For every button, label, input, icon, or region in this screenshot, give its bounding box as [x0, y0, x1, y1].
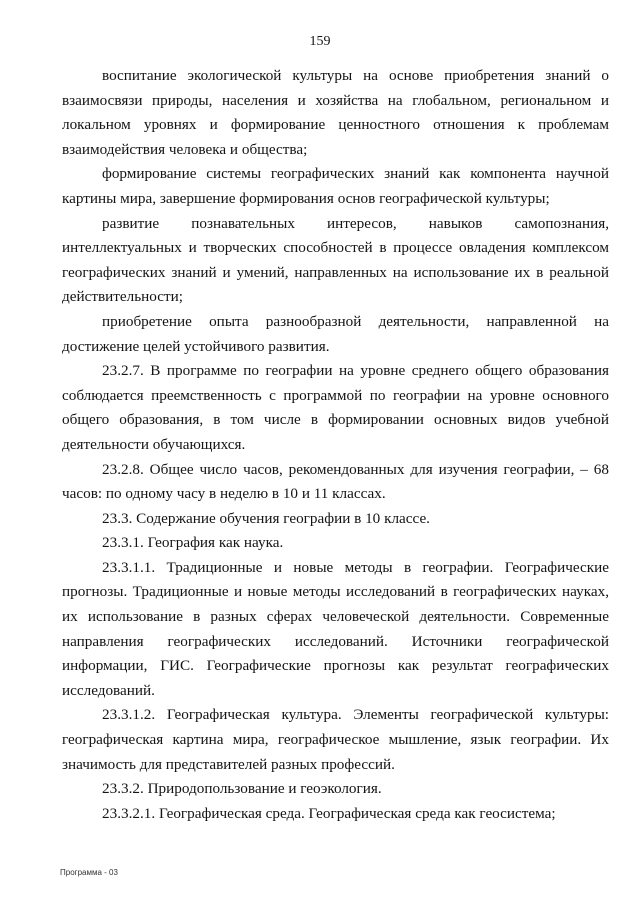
- subsection-heading: 23.3.2. Природопользование и геоэкология.: [102, 780, 382, 798]
- section-heading: 23.3. Содержание обучения географии в 10 классе.: [102, 509, 430, 527]
- document-body: [62, 64, 609, 826]
- paragraph: формирование системы географических знаний как компонента научной картины мира, завершение формирования основ географической культуры;: [62, 165, 609, 207]
- paragraph: развитие познавательных интересов, навыков самопознания, интеллектуальных и творческих способностей в процессе овладения комплексом географических знаний и умений, направленных на использование их в реальной действительности;: [62, 214, 609, 306]
- paragraph: 23.3.1.1. Традиционные и новые методы в географии. Географические прогнозы. Традиционные и новые методы исследований в географических науках, их использование в разных сферах человеческой деятельности. Современные направления географических исследований. Источники географической информации, ГИС. Географические прогнозы как результат географических исследований.: [62, 558, 609, 699]
- paragraph: 23.2.7. В программе по географии на уровне среднего общего образования соблюдается преемственность с программой по географии на уровне основного общего образования, в том числе в формировании основных видов учебной деятельности обучающихся.: [62, 362, 609, 453]
- paragraph: приобретение опыта разнообразной деятельности, направленной на достижение целей устойчивого развития.: [62, 312, 609, 355]
- subsection-heading: 23.3.1. География как наука.: [102, 534, 284, 552]
- page-number: 159: [309, 34, 331, 49]
- paragraph: 23.3.2.1. Географическая среда. Географическая среда как геосистема;: [102, 804, 556, 822]
- page-footer: Программа - 03: [60, 868, 118, 877]
- paragraph: 23.2.8. Общее число часов, рекомендованных для изучения географии, – 68 часов: по одному часу в неделю в 10 и 11 классах.: [62, 460, 609, 503]
- paragraph: воспитание экологической культуры на основе приобретения знаний о взаимосвязи природы, населения и хозяйства на глобальном, региональном и локальном уровнях и формирование ценностного отношения к проблемам взаимодействия человека и общества;: [62, 67, 609, 158]
- paragraph: 23.3.1.2. Географическая культура. Элементы географической культуры: географическая картина мира, географическое мышление, язык географии. Их значимость для представителей разных профессий.: [62, 706, 609, 773]
